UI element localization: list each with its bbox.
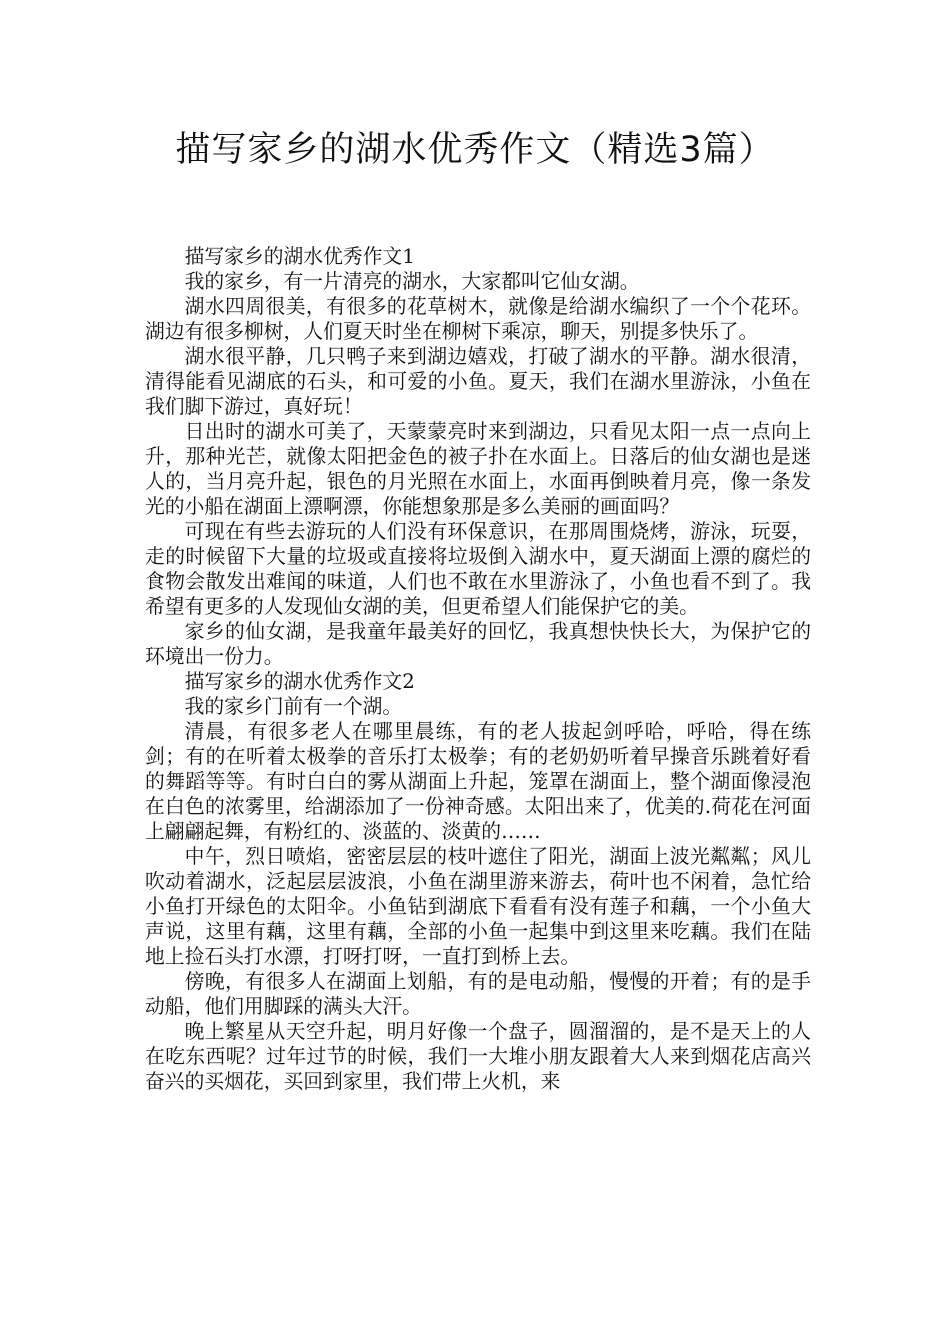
essay-heading-2: 描写家乡的湖水优秀作文2 — [184, 670, 415, 693]
paragraph: 清晨，有很多老人在哪里晨练，有的老人拔起剑呼哈，呼哈，得在练剑；有的在听着太极拳的音乐打太极拳；有的老奶奶听着早操音乐跳着好看的舞蹈等等。有时白白的雾从湖面上升起，笼罩在湖面上，整个湖面像浸泡在白色的浓雾里，给湖添加了一份神奇感。太阳出来了，优美的.荷花在河面上翩翩起舞，有粉红的、淡蓝的、淡黄的…… — [145, 720, 811, 843]
paragraph: 我的家乡门前有一个湖。 — [184, 695, 403, 718]
paragraph: 家乡的仙女湖，是我童年最美好的回忆，我真想快快长大，为保护它的环境出一份力。 — [145, 620, 811, 668]
paragraph: 我的家乡，有一片清亮的湖水，大家都叫它仙女湖。 — [184, 270, 640, 293]
paragraph: 湖水四周很美，有很多的花草树木，就像是给湖水编织了一个个花环。湖边有很多柳树，人们夏天时坐在柳树下乘凉，聊天，别提多快乐了。 — [145, 295, 811, 343]
document-title: 描写家乡的湖水优秀作文（精选3篇） — [175, 130, 775, 170]
paragraph: 傍晚，有很多人在湖面上划船，有的是电动船，慢慢的开着；有的是手动船，他们用脚踩的满头大汗。 — [145, 970, 811, 1018]
paragraph: 可现在有些去游玩的人们没有环保意识，在那周围烧烤，游泳，玩耍，走的时候留下大量的垃圾或直接将垃圾倒入湖水中，夏天湖面上漂的腐烂的食物会散发出难闻的味道，人们也不敢在水里游泳了，小鱼也看不到了。我希望有更多的人发现仙女湖的美，但更希望人们能保护它的美。 — [145, 520, 811, 618]
document-body — [145, 244, 811, 1094]
paragraph: 中午，烈日喷焰，密密层层的枝叶遮住了阳光，湖面上波光粼粼；风儿吹动着湖水，泛起层层波浪，小鱼在湖里游来游去，荷叶也不闲着，急忙给小鱼打开绿色的太阳伞。小鱼钻到湖底下看看有没有莲子和藕，一个小鱼大声说，这里有藕，这里有藕，全部的小鱼一起集中到这里来吃藕。我们在陆地上捡石头打水漂，打呀打呀，一直打到桥上去。 — [145, 845, 811, 968]
paragraph: 日出时的湖水可美了，天蒙蒙亮时来到湖边，只看见太阳一点一点向上升，那种光芒，就像太阳把金色的被子扑在水面上。日落后的仙女湖也是迷人的，当月亮升起，银色的月光照在水面上，水面再倒映着月亮，像一条发光的小船在湖面上漂啊漂，你能想象那是多么美丽的画面吗？ — [145, 420, 811, 518]
paragraph: 晚上繁星从天空升起，明月好像一个盘子，圆溜溜的，是不是天上的人在吃东西呢？过年过节的时候，我们一大堆小朋友跟着大人来到烟花店高兴奋兴的买烟花，买回到家里，我们带上火机，来 — [145, 1020, 811, 1093]
paragraph: 湖水很平静，几只鸭子来到湖边嬉戏，打破了湖水的平静。湖水很清，清得能看见湖底的石头，和可爱的小鱼。夏天，我们在湖水里游泳，小鱼在我们脚下游过，真好玩！ — [145, 345, 811, 418]
essay-heading-1: 描写家乡的湖水优秀作文1 — [184, 245, 415, 268]
